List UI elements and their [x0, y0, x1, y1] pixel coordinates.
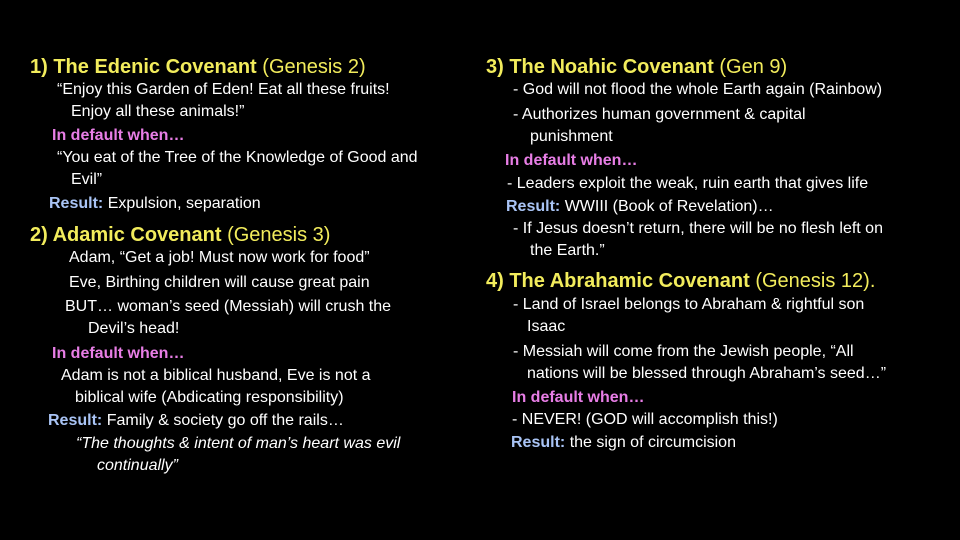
- adamic-heading: [30, 224, 330, 247]
- adamic-default-line-2: biblical wife (Abdicating responsibility): [75, 389, 344, 406]
- edenic-result-text: Expulsion, separation: [107, 195, 261, 212]
- noahic-default-line-1: - Leaders exploit the weak, ruin earth that gives life: [507, 175, 869, 192]
- abrahamic-heading: [486, 270, 875, 293]
- adamic-line-2: Eve, Birthing children will cause great pain: [69, 274, 370, 291]
- edenic-title: 1) The Edenic Covenant: [30, 56, 257, 78]
- noahic-line-3: punishment: [530, 128, 613, 145]
- adamic-result-text: Family & society go off the rails…: [106, 412, 344, 429]
- noahic-reference: (Gen 9): [719, 56, 788, 78]
- noahic-heading: [486, 56, 787, 79]
- noahic-after-line-1: - If Jesus doesn’t return, there will be no flesh left on: [513, 220, 883, 237]
- abrahamic-reference: (Genesis 12).: [755, 270, 876, 292]
- abrahamic-line-3: - Messiah will come from the Jewish people, “All: [513, 343, 854, 360]
- noahic-result: [506, 198, 774, 216]
- edenic-line-1: “Enjoy this Garden of Eden! Eat all these fruits!: [57, 81, 390, 98]
- abrahamic-result: [511, 434, 736, 452]
- noahic-line-2: - Authorizes human government & capital: [513, 106, 806, 123]
- adamic-result: [48, 412, 344, 430]
- edenic-result-label: Result:: [49, 195, 104, 212]
- noahic-after-line-2: the Earth.”: [530, 242, 605, 259]
- adamic-title: 2) Adamic Covenant: [30, 224, 222, 246]
- noahic-title: 3) The Noahic Covenant: [486, 56, 714, 78]
- edenic-reference: (Genesis 2): [262, 56, 366, 78]
- abrahamic-line-2: Isaac: [527, 318, 566, 335]
- abrahamic-default-line-1: - NEVER! (GOD will accomplish this!): [512, 411, 778, 428]
- edenic-line-2: Enjoy all these animals!”: [71, 103, 245, 120]
- noahic-line-1: - God will not flood the whole Earth again (Rainbow): [513, 81, 883, 98]
- adamic-quote-line-2: continually”: [97, 457, 178, 474]
- noahic-default-label: In default when…: [505, 152, 638, 169]
- adamic-default-label: In default when…: [52, 345, 185, 362]
- abrahamic-line-4: nations will be blessed through Abraham’s seed…”: [527, 365, 887, 382]
- abrahamic-line-1: - Land of Israel belongs to Abraham & rightful son: [513, 296, 865, 313]
- noahic-result-label: Result:: [506, 198, 561, 215]
- adamic-line-1: Adam, “Get a job! Must now work for food”: [69, 249, 370, 266]
- abrahamic-result-label: Result:: [511, 434, 566, 451]
- edenic-result: [49, 195, 261, 213]
- edenic-default-label: In default when…: [52, 127, 185, 144]
- edenic-default-line-2: Evil”: [71, 171, 103, 188]
- adamic-default-line-1: Adam is not a biblical husband, Eve is not a: [61, 367, 371, 384]
- abrahamic-title: 4) The Abrahamic Covenant: [486, 270, 750, 292]
- adamic-reference: (Genesis 3): [227, 224, 331, 246]
- edenic-default-line-1: “You eat of the Tree of the Knowledge of Good and: [57, 149, 418, 166]
- abrahamic-default-label: In default when…: [512, 389, 645, 406]
- noahic-result-text: WWIII (Book of Revelation)…: [564, 198, 774, 215]
- adamic-line-4: Devil’s head!: [88, 320, 180, 337]
- adamic-line-3: BUT… woman’s seed (Messiah) will crush the: [65, 298, 392, 315]
- adamic-result-label: Result:: [48, 412, 103, 429]
- edenic-heading: [30, 56, 366, 79]
- adamic-quote-line-1: “The thoughts & intent of man’s heart was evil: [76, 435, 401, 452]
- abrahamic-result-text: the sign of circumcision: [569, 434, 736, 451]
